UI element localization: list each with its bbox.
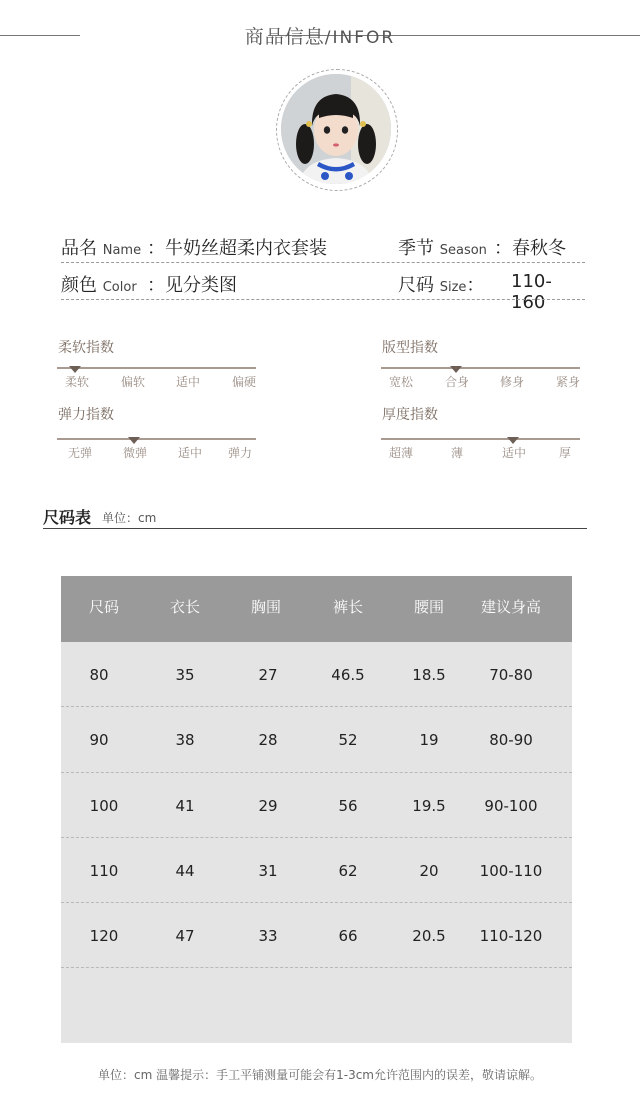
- table-cell: 70-80: [489, 666, 533, 684]
- elasticity-label-3: 适中: [177, 446, 202, 460]
- info-divider-1: [61, 262, 585, 263]
- table-cell: 80-90: [489, 731, 533, 749]
- child-portrait-icon: [281, 74, 391, 184]
- section-title-cn: 商品信息: [244, 26, 325, 48]
- table-cell: 47: [175, 927, 195, 945]
- thickness-label-4: 厚: [558, 446, 571, 460]
- softness-index-line: [57, 367, 256, 369]
- table-cell: 19: [419, 731, 439, 749]
- table-cell: 18.5: [412, 666, 446, 684]
- info-row-name-season: [61, 230, 585, 260]
- table-cell: 110: [89, 862, 119, 880]
- table-cell: 62: [338, 862, 358, 880]
- fit-label-4: 紧身: [555, 375, 580, 389]
- thickness-index-marker: [507, 437, 519, 444]
- table-cell: 100: [89, 797, 119, 815]
- elasticity-label-2: 微弹: [122, 446, 147, 460]
- table-row: [61, 903, 572, 968]
- thickness-index-line: [381, 438, 580, 440]
- table-cell: 46.5: [331, 666, 365, 684]
- season-label: 季节 Season: [398, 238, 487, 259]
- thickness-label-3: 适中: [501, 446, 526, 460]
- table-cell: 27: [258, 666, 278, 684]
- table-row: [61, 642, 572, 707]
- thickness-label-2: 薄: [450, 446, 463, 460]
- fit-index-marker: [450, 366, 462, 373]
- color-value: ：见分类图: [147, 275, 237, 296]
- table-cell: 110-120: [479, 927, 543, 945]
- softness-label-2: 偏软: [120, 375, 145, 389]
- table-row: [61, 838, 572, 903]
- softness-index-title: 柔软指数: [58, 340, 114, 356]
- elasticity-index-marker: [128, 437, 140, 444]
- section-title: [0, 22, 640, 49]
- elasticity-label-1: 无弹: [67, 446, 92, 460]
- table-cell: 100-110: [479, 862, 543, 880]
- fit-index-line: [381, 367, 580, 369]
- table-row: [61, 707, 572, 772]
- measurement-note: 单位：cm 温馨提示：手工平铺测量可能会有1-3cm允许范围内的误差，敬请谅解。: [98, 1068, 542, 1082]
- color-label: 颜色 Color: [61, 275, 137, 296]
- size-value: 110-160: [511, 271, 552, 313]
- table-cell: 66: [338, 927, 358, 945]
- elasticity-index-line: [57, 438, 256, 440]
- table-cell: 90: [89, 731, 109, 749]
- softness-index-marker: [69, 366, 81, 373]
- elasticity-index-title: 弹力指数: [58, 407, 114, 423]
- size-label: 尺码 Size：: [398, 275, 485, 296]
- size-table: [61, 576, 572, 1043]
- table-cell: 80: [89, 666, 109, 684]
- fit-label-1: 宽松: [388, 375, 413, 389]
- elasticity-label-4: 弹力: [227, 446, 252, 460]
- name-value: ：牛奶丝超柔内衣套装: [147, 238, 327, 259]
- fit-label-2: 合身: [444, 375, 469, 389]
- thickness-label-1: 超薄: [388, 446, 413, 460]
- header-waist: 腰围: [413, 598, 445, 616]
- info-row-color-size: [61, 267, 585, 313]
- table-row: [61, 773, 572, 838]
- table-cell: 35: [175, 666, 195, 684]
- table-cell: 44: [175, 862, 195, 880]
- section-title-en: /INFOR: [324, 28, 396, 48]
- table-cell: 41: [175, 797, 195, 815]
- table-cell: 20.5: [412, 927, 446, 945]
- table-cell: 33: [258, 927, 278, 945]
- header-length: 衣长: [169, 598, 201, 616]
- table-cell: 56: [338, 797, 358, 815]
- softness-label-4: 偏硬: [231, 375, 256, 389]
- size-table-title: 尺码表: [43, 508, 92, 527]
- table-cell: 120: [89, 927, 119, 945]
- header-chest: 胸围: [250, 598, 282, 616]
- season-value: ：春秋冬: [494, 238, 566, 259]
- fit-label-3: 修身: [499, 375, 524, 389]
- table-cell: 90-100: [484, 797, 538, 815]
- size-table-unit: 单位：cm: [102, 511, 157, 525]
- softness-label-1: 柔软: [64, 375, 89, 389]
- header-size: 尺码: [88, 598, 120, 616]
- size-table-header: [61, 576, 572, 642]
- header-pants-length: 裤长: [332, 598, 364, 616]
- table-cell: 19.5: [412, 797, 446, 815]
- header-height: 建议身高: [480, 598, 542, 616]
- table-cell: 52: [338, 731, 358, 749]
- row-divider: [61, 967, 572, 968]
- name-label: 品名 Name: [61, 238, 142, 259]
- softness-label-3: 适中: [175, 375, 200, 389]
- table-cell: 31: [258, 862, 278, 880]
- table-cell: 28: [258, 731, 278, 749]
- table-cell: 38: [175, 731, 195, 749]
- thickness-index-title: 厚度指数: [382, 407, 438, 423]
- size-table-divider: [43, 528, 587, 529]
- info-divider-2: [61, 299, 585, 300]
- table-cell: 29: [258, 797, 278, 815]
- table-cell: 20: [419, 862, 439, 880]
- fit-index-title: 版型指数: [382, 340, 438, 356]
- avatar: [281, 74, 391, 184]
